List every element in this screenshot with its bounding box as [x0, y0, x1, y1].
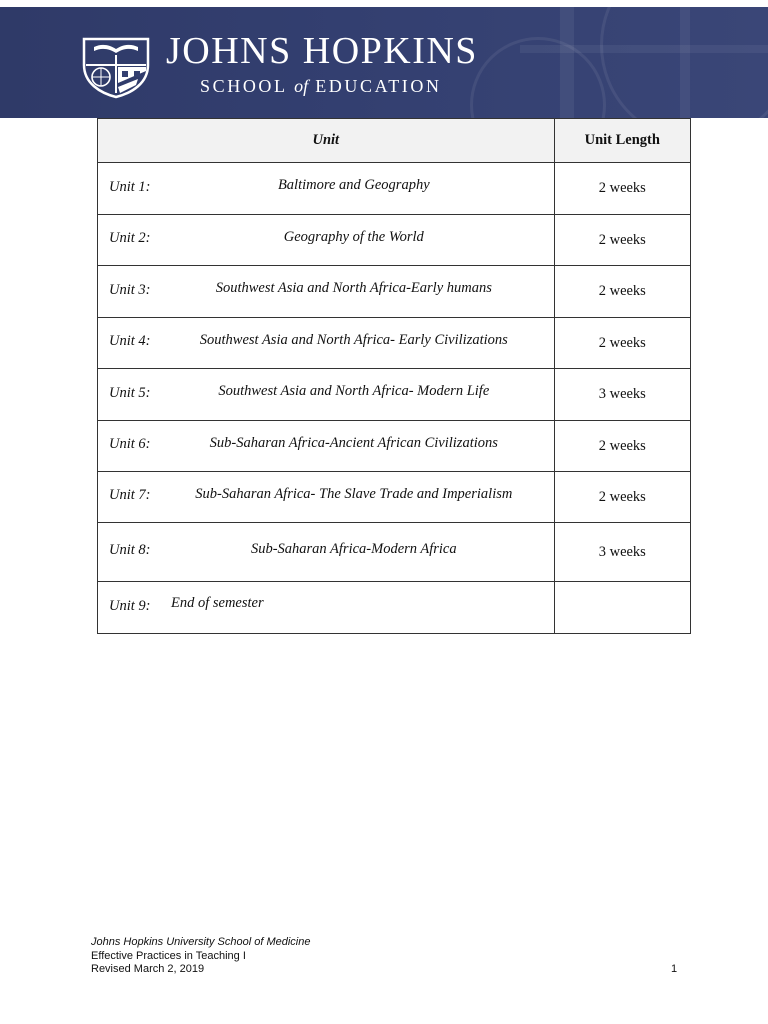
table-row: [98, 421, 691, 472]
unit-length-cell: [554, 523, 690, 582]
unit-number: Unit 2:: [109, 229, 151, 246]
page-number: 1: [671, 963, 678, 975]
unit-cell: [98, 582, 555, 634]
footer-course: Effective Practices in Teaching I: [91, 949, 246, 962]
unit-cell: [98, 266, 555, 318]
unit-number: Unit 4:: [109, 332, 151, 349]
unit-title: Baltimore and Geography: [277, 177, 430, 193]
unit-title: Geography of the World: [283, 228, 424, 245]
footer-revised-date: Revised March 2, 2019: [91, 963, 205, 975]
unit-length-cell: [554, 472, 690, 523]
unit-length: 2 weeks: [598, 231, 646, 248]
unit-length: 2 weeks: [598, 437, 646, 454]
table-header-row: [98, 119, 691, 163]
unit-length: 2 weeks: [598, 180, 646, 196]
unit-title: Sub-Saharan Africa-Ancient African Civilizations: [209, 434, 498, 451]
table-row: [98, 266, 691, 318]
unit-length-cell: [554, 582, 690, 634]
unit-number: Unit 8:: [109, 541, 151, 558]
unit-length-cell: [554, 163, 690, 215]
table-row: [98, 472, 691, 523]
unit-title: Sub-Saharan Africa-Modern Africa: [250, 540, 457, 557]
unit-number: Unit 1:: [109, 178, 151, 195]
unit-title: Southwest Asia and North Africa-Early humans: [215, 280, 492, 296]
unit-number: Unit 9:: [109, 597, 151, 614]
header-unit: Unit: [98, 119, 555, 163]
unit-cell: [98, 369, 555, 421]
unit-length: 2 weeks: [598, 334, 646, 351]
unit-number: Unit 6:: [109, 435, 151, 452]
unit-number: Unit 5:: [109, 384, 151, 401]
table-row: [98, 318, 691, 369]
page-footer: [91, 936, 311, 977]
footer-organization: Johns Hopkins University School of Medicine: [91, 936, 311, 948]
unit-cell: [98, 421, 555, 472]
unit-cell: [98, 472, 555, 523]
table-row: [98, 369, 691, 421]
header-banner: [0, 7, 768, 118]
unit-number: Unit 7:: [109, 486, 151, 503]
unit-cell: [98, 318, 555, 369]
unit-length-cell: [554, 266, 690, 318]
table-row: [98, 582, 691, 634]
unit-cell: [98, 523, 555, 582]
wordmark: [166, 31, 478, 97]
wordmark-institution: JOHNS HOPKINS: [166, 30, 478, 72]
unit-title: End of semester: [171, 595, 264, 611]
unit-title: Sub-Saharan Africa- The Slave Trade and Imperialism: [195, 485, 513, 502]
table-row: [98, 163, 691, 215]
wordmark-school: SCHOOL of EDUCATION: [200, 76, 442, 96]
unit-title: Southwest Asia and North Africa- Modern Life: [218, 383, 490, 399]
unit-length-cell: [554, 318, 690, 369]
university-shield-logo: [80, 35, 152, 99]
table-row: [98, 215, 691, 266]
unit-number: Unit 3:: [109, 281, 151, 298]
unit-length: 2 weeks: [598, 283, 646, 299]
unit-length-cell: [554, 369, 690, 421]
unit-length: 3 weeks: [598, 543, 646, 560]
unit-length-cell: [554, 215, 690, 266]
table-row: [98, 523, 691, 582]
unit-length: 2 weeks: [598, 488, 646, 505]
unit-title: Southwest Asia and North Africa- Early Civilizations: [199, 331, 508, 348]
unit-cell: [98, 215, 555, 266]
header-unit-length: Unit Length: [554, 119, 690, 163]
unit-length: 3 weeks: [598, 386, 646, 402]
units-table: [97, 118, 691, 634]
unit-length-cell: [554, 421, 690, 472]
unit-cell: [98, 163, 555, 215]
